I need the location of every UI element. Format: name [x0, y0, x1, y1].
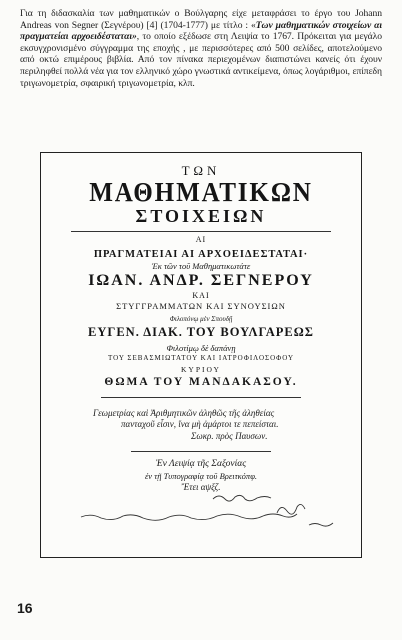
title-page-epigraph: πανταχοῦ εἶσιν, ἵνα μὴ ἀμάρτοι τε πεπείσται. — [121, 419, 279, 429]
paragraph-text-start: Για τη διδασκαλία των μαθηματικών ο Βούλγαρης είχε μεταφράσει το έργο του Johann Andreas von Segner (Σεγνέρου) [4] (1704-1777) με τίτλο : « — [20, 8, 382, 31]
title-page-epigraph-source: Σωκρ. πρὸς Παυσων. — [191, 431, 268, 441]
title-page-rule — [101, 397, 301, 398]
title-page-line: ΣΤΟΙΧΕΙΩΝ — [135, 206, 267, 226]
title-page-author: ΙΩΑΝ. ΑΝΔΡ. ΣΕΓΝΕΡΟΥ — [88, 272, 314, 289]
page-number: 16 — [17, 600, 33, 616]
paragraph-text-end: , το οποίο εξέδωσε στη Λειψία το 1767. Πρόκειται για μεγάλο εκσυγχρονισμένο σύγγραμμα της εποχής , με περισσότερες από 500 σελίδες, αποτελούμενο από οκτώ επιμέρους βιβλία. Από τον πίνακα περιεχομένων διαπιστώνει κανείς ότι έχουν περιληφθεί πολλά νέα για τον ελληνικό χώρο γνωστικά αντικείμενα, όπως λογάριθμοι, επίπεδη τριγωνομετρία, σφαιρική τριγωνομετρία, κλπ. — [20, 31, 382, 89]
title-page-rule — [131, 451, 271, 452]
book-title-italic: Των μαθηματικών στοιχείων αι πραγματείαι αρχοειδέσταται» — [20, 19, 383, 43]
body-paragraph — [20, 8, 382, 89]
title-page-line: Φιλοτίμῳ δὲ δαπάνῃ — [166, 343, 236, 353]
title-page-line: ΑΙ — [195, 235, 207, 244]
title-page-epigraph: Γεωμετρίας καὶ Ἀριθμητικῶν ἀληθῶς τῆς ἀληθείας — [93, 408, 275, 418]
title-page-line: ΤΟΥ ΣΕΒΑΣΜΙΩΤΑΤΟΥ ΚΑΙ ΙΑΤΡΟΦΙΛΟΣΟΦΟΥ — [107, 354, 295, 362]
title-page-line: ΣΤΥΓΓΡΑΜΜΑΤΩΝ ΚΑΙ ΣΥΝΟΥΣΙΩΝ — [116, 301, 286, 311]
handwritten-annotation — [41, 491, 361, 555]
title-page-line: Φιλοπόνῳ μὲν Σπουδῇ — [169, 315, 233, 323]
title-page-line: ΤΩΝ — [181, 163, 221, 178]
title-page-translator: ΕΥΓΕΝ. ΔΙΑΚ. ΤΟΥ ΒΟΥΛΓΑΡΕΩΣ — [88, 325, 314, 339]
title-page-rule — [71, 231, 331, 232]
title-page-main-title: ΜΑΘΗΜΑΤΙΚΩΝ — [89, 177, 313, 207]
title-page-patron: ΘΩΜΑ ΤΟΥ ΜΑΝΔΑΚΑΣΟΥ. — [104, 376, 298, 388]
title-page-line: ΚΥΡΙΟΥ — [181, 365, 221, 374]
title-page-line: ΠΡΑΓΜΑΤΕΙΑΙ ΑΙ ΑΡΧΟΕΙΔΕΣΤΑΤΑΙ· — [93, 249, 309, 260]
title-page-imprint: Ἐν Λειψίᾳ τῆς Σαξονίας — [155, 459, 247, 469]
title-page-facsimile — [40, 152, 362, 558]
title-page-line: Ἐκ τῶν τοῦ Μαθηματικωτάτε — [151, 261, 251, 271]
title-page-line: ΚΑΙ — [192, 291, 210, 300]
title-page-imprint: Ἔτει αψξζ. — [181, 482, 221, 492]
title-page-imprint: ἐν τῇ Τυπογραφίᾳ τοῦ Βρειτκόπφ. — [144, 471, 258, 481]
